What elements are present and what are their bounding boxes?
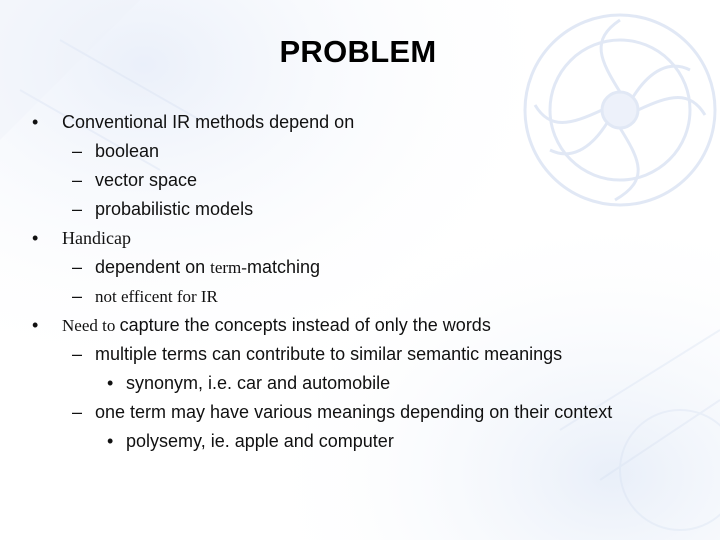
bullet-item <box>0 224 720 253</box>
sub-bullet-text: multiple terms can contribute to similar semantic meanings <box>95 344 563 364</box>
sub-bullet-text: probabilistic models <box>95 199 254 219</box>
sub-bullet-item <box>0 195 720 224</box>
bullet-marker: • <box>32 228 39 248</box>
text-run: Need to <box>62 316 120 335</box>
bullet-marker: • <box>32 315 39 335</box>
text-run: dependent on <box>95 257 211 277</box>
bullet-marker: • <box>32 112 39 132</box>
bullet-text: Handicap <box>62 228 131 248</box>
text-run: matching <box>246 257 320 277</box>
dash-marker: – <box>72 344 83 364</box>
sub-bullet-item <box>0 340 720 369</box>
dash-marker: – <box>72 199 83 219</box>
sub-bullet-text: not efficent for IR <box>95 287 218 306</box>
dash-marker: – <box>72 257 83 277</box>
bullet-text: Conventional IR methods depend on <box>62 112 355 132</box>
sub-sub-bullet-text: polysemy, ie. apple and computer <box>126 431 394 451</box>
dash-marker: – <box>72 141 83 161</box>
sub-bullet-text: vector space <box>95 170 198 190</box>
bullet-marker: • <box>107 431 114 451</box>
bullet-item <box>0 108 720 137</box>
sub-bullet-text: boolean <box>95 141 160 161</box>
sub-bullet-item <box>0 253 720 282</box>
sub-bullet-item <box>0 398 720 427</box>
dash-marker: – <box>72 402 83 422</box>
sub-sub-bullet-text: synonym, i.e. car and automobile <box>126 373 391 393</box>
text-run: term- <box>210 258 247 277</box>
sub-bullet-text: one term may have various meanings depending on their context <box>95 402 613 422</box>
dash-marker: – <box>72 286 83 306</box>
bullet-item <box>0 311 720 340</box>
bullet-text <box>62 311 491 340</box>
slide-title: PROBLEM <box>279 34 437 69</box>
sub-sub-bullet-item <box>0 427 720 456</box>
dash-marker: – <box>72 170 83 190</box>
sub-bullet-item <box>0 282 720 311</box>
sub-sub-bullet-item <box>0 369 720 398</box>
sub-bullet-item <box>0 137 720 166</box>
sub-bullet-item <box>0 166 720 195</box>
bullet-marker: • <box>107 373 114 393</box>
text-run: capture the concepts instead of only the words <box>119 315 491 335</box>
sub-bullet-text <box>95 253 320 282</box>
